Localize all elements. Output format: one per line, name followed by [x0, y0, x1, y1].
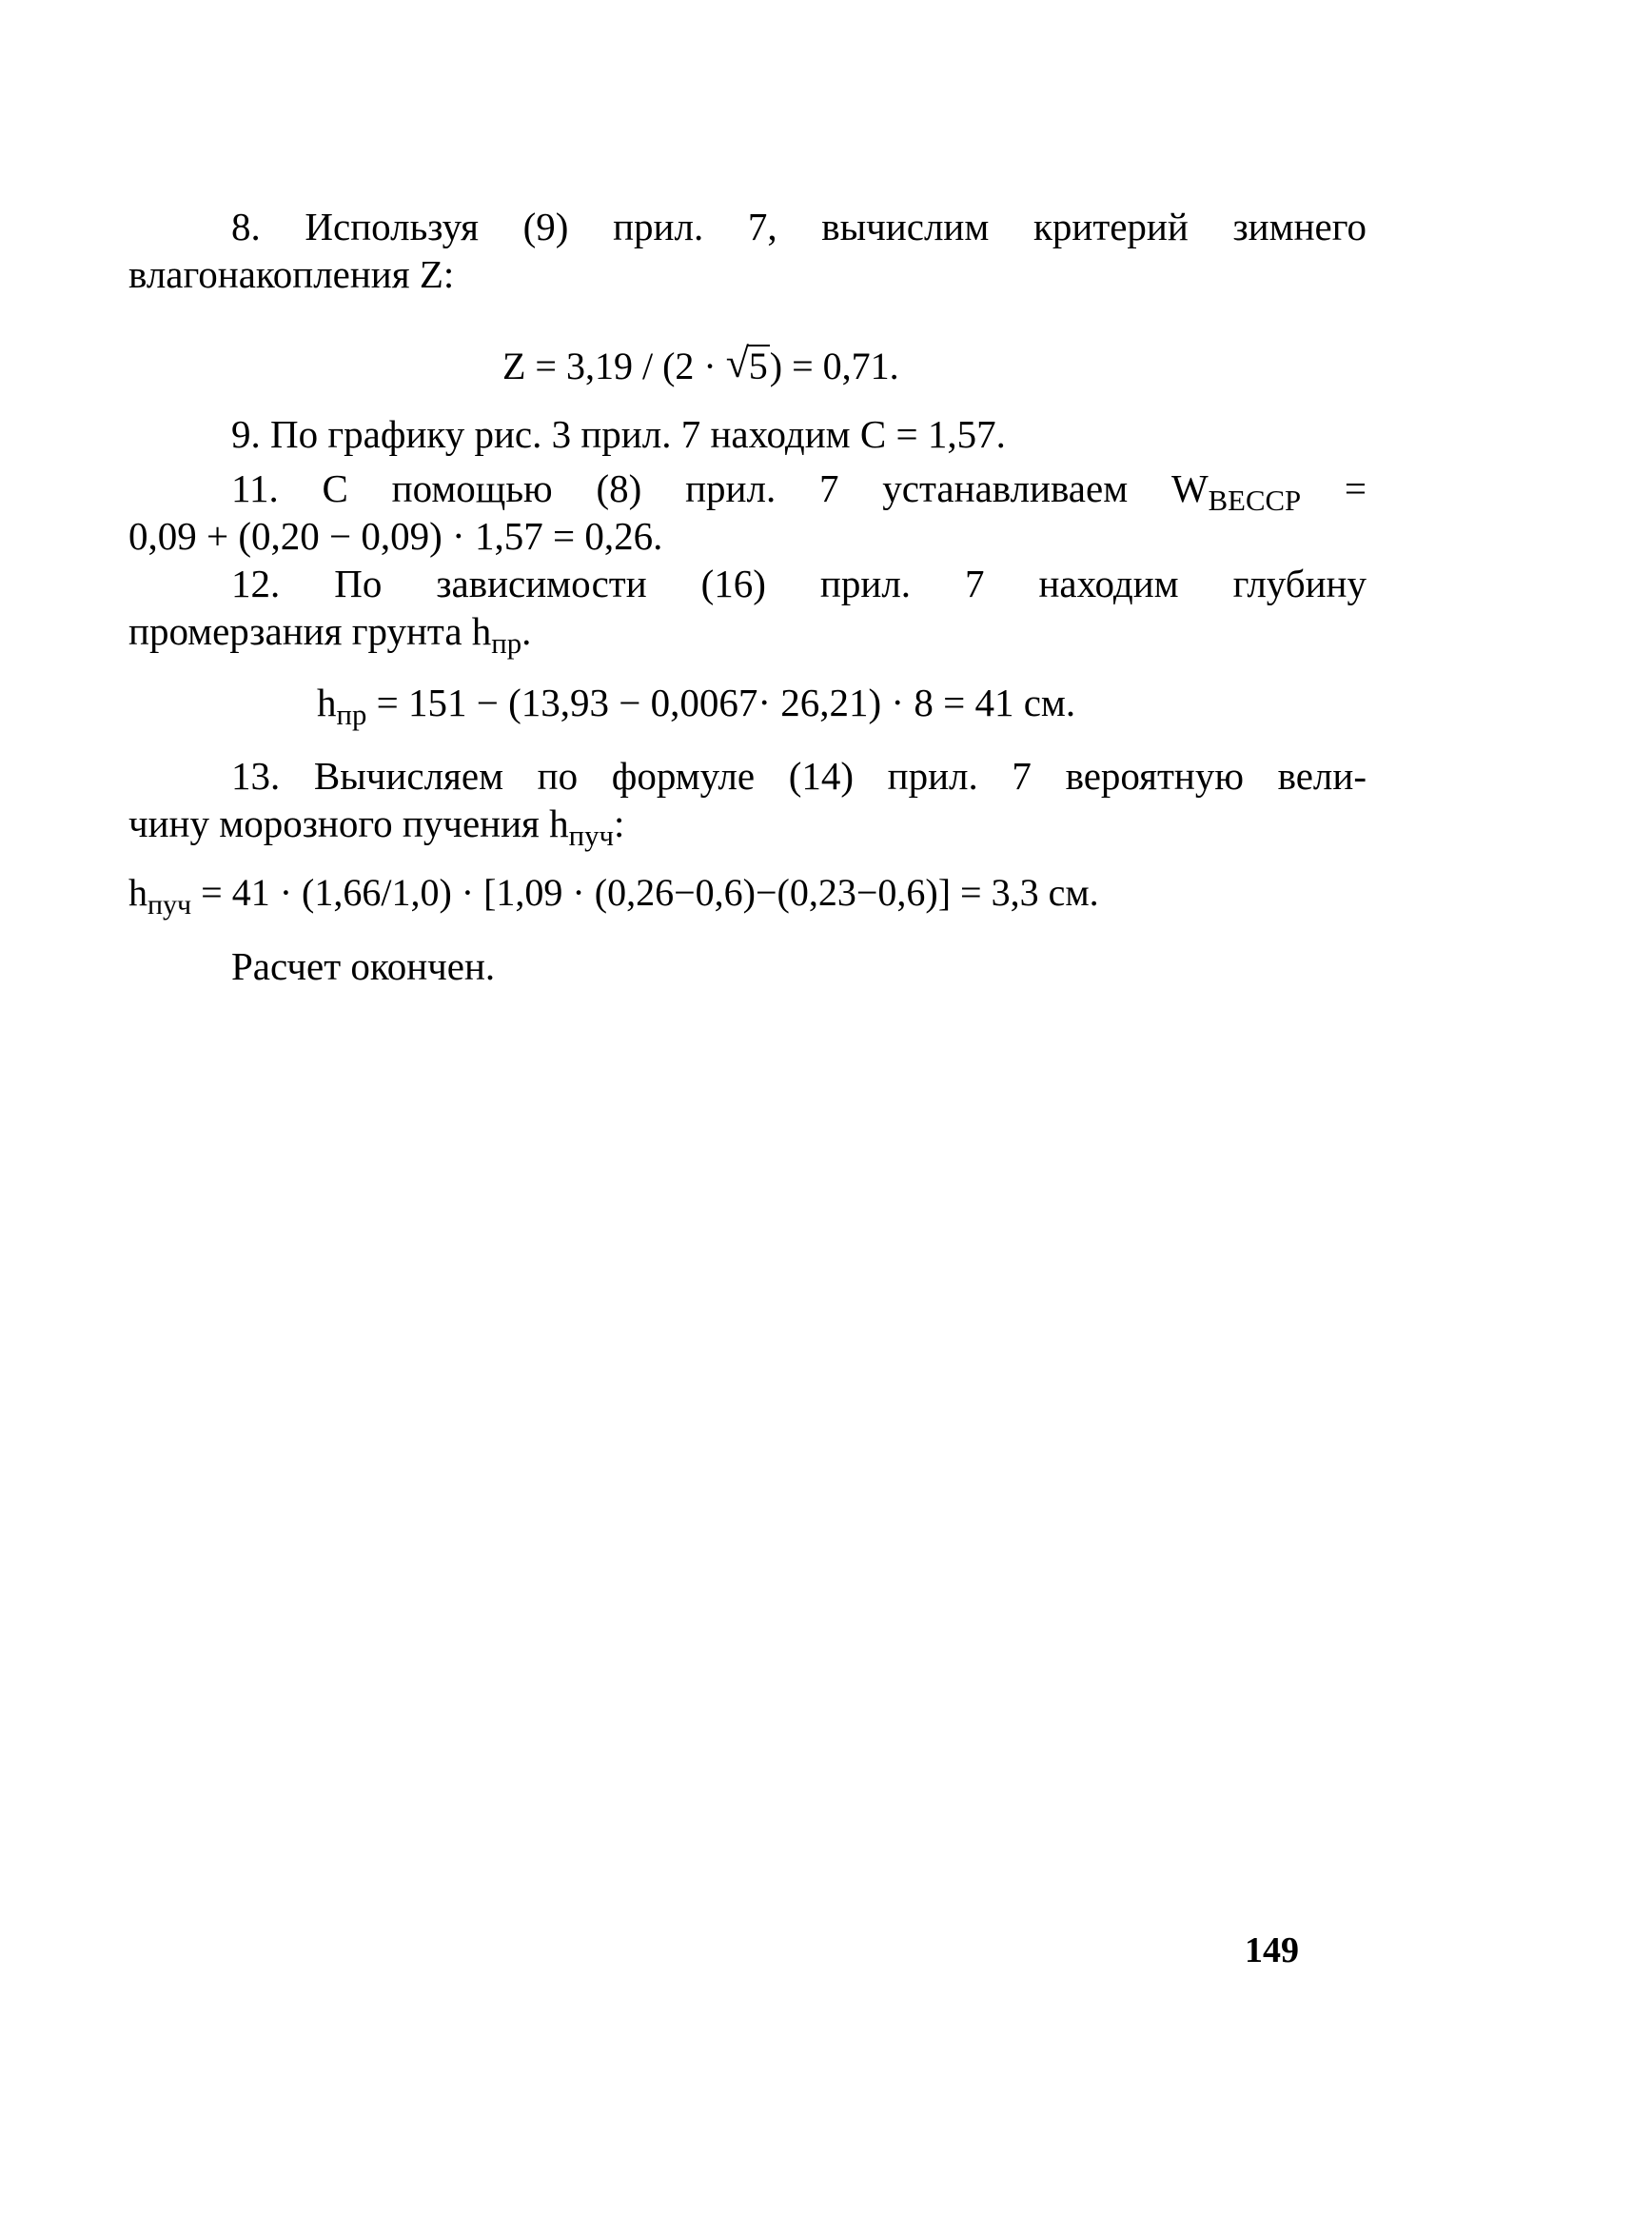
paragraph-13-colon: : [613, 801, 625, 845]
h-pr-subscript: пр [491, 627, 522, 661]
radical-sign: √ [725, 339, 749, 386]
h-puch-subscript: пуч [568, 820, 614, 853]
radicand: 5 [748, 345, 768, 387]
paragraph-12-period: . [521, 609, 532, 653]
paragraph-12-line-1: 12. По зависимости (16) прил. 7 находим глубину [231, 562, 1367, 605]
paragraph-11-line-1 [231, 466, 1367, 518]
formula-z [502, 339, 899, 387]
formula-h-pr [317, 681, 1076, 732]
paragraph-13-line-2 [128, 801, 625, 853]
formula-z-post: ) = 0,71. [769, 345, 899, 387]
paragraph-13-line-1: 13. Вычисляем по формуле (14) прил. 7 вероятную вели- [231, 754, 1367, 798]
paragraph-8-line-2: влагонакопления Z: [128, 252, 455, 296]
formula-h-pr-symbol: h [317, 681, 337, 724]
formula-h-puch [128, 871, 1099, 920]
formula-h-pr-body: = 151 − (13,93 − 0,0067· 26,21) · 8 = 41 см. [366, 681, 1076, 724]
paragraph-11-text: 11. С помощью (8) прил. 7 устанавливаем W [231, 466, 1209, 510]
paragraph-13-text: чину морозного пучения h [128, 801, 569, 845]
formula-h-pr-subscript: пр [336, 699, 367, 732]
paragraph-9: 9. По графику рис. 3 прил. 7 находим C = 1,57. [231, 412, 1006, 456]
sqrt-five [725, 339, 770, 387]
paragraph-12-text: промерзания грунта h [128, 609, 492, 653]
paragraph-12-line-2 [128, 609, 532, 661]
formula-z-pre: Z = 3,19 / (2 · [502, 345, 726, 387]
conclusion: Расчет окончен. [231, 944, 496, 988]
w-subscript: ВЕССР [1208, 485, 1302, 518]
page-number: 149 [1245, 1930, 1299, 1970]
paragraph-8-line-1: 8. Используя (9) прил. 7, вычислим критерий зимнего [231, 205, 1367, 248]
formula-h-puch-symbol: h [128, 871, 148, 914]
paragraph-11-equals: = [1301, 466, 1367, 510]
formula-h-puch-subscript: пуч [148, 889, 192, 920]
paragraph-11-line-2: 0,09 + (0,20 − 0,09) · 1,57 = 0,26. [128, 514, 663, 558]
formula-h-puch-body: = 41 · (1,66/1,0) · [1,09 · (0,26−0,6)−(0,23−0,6)] = 3,3 см. [191, 871, 1099, 914]
